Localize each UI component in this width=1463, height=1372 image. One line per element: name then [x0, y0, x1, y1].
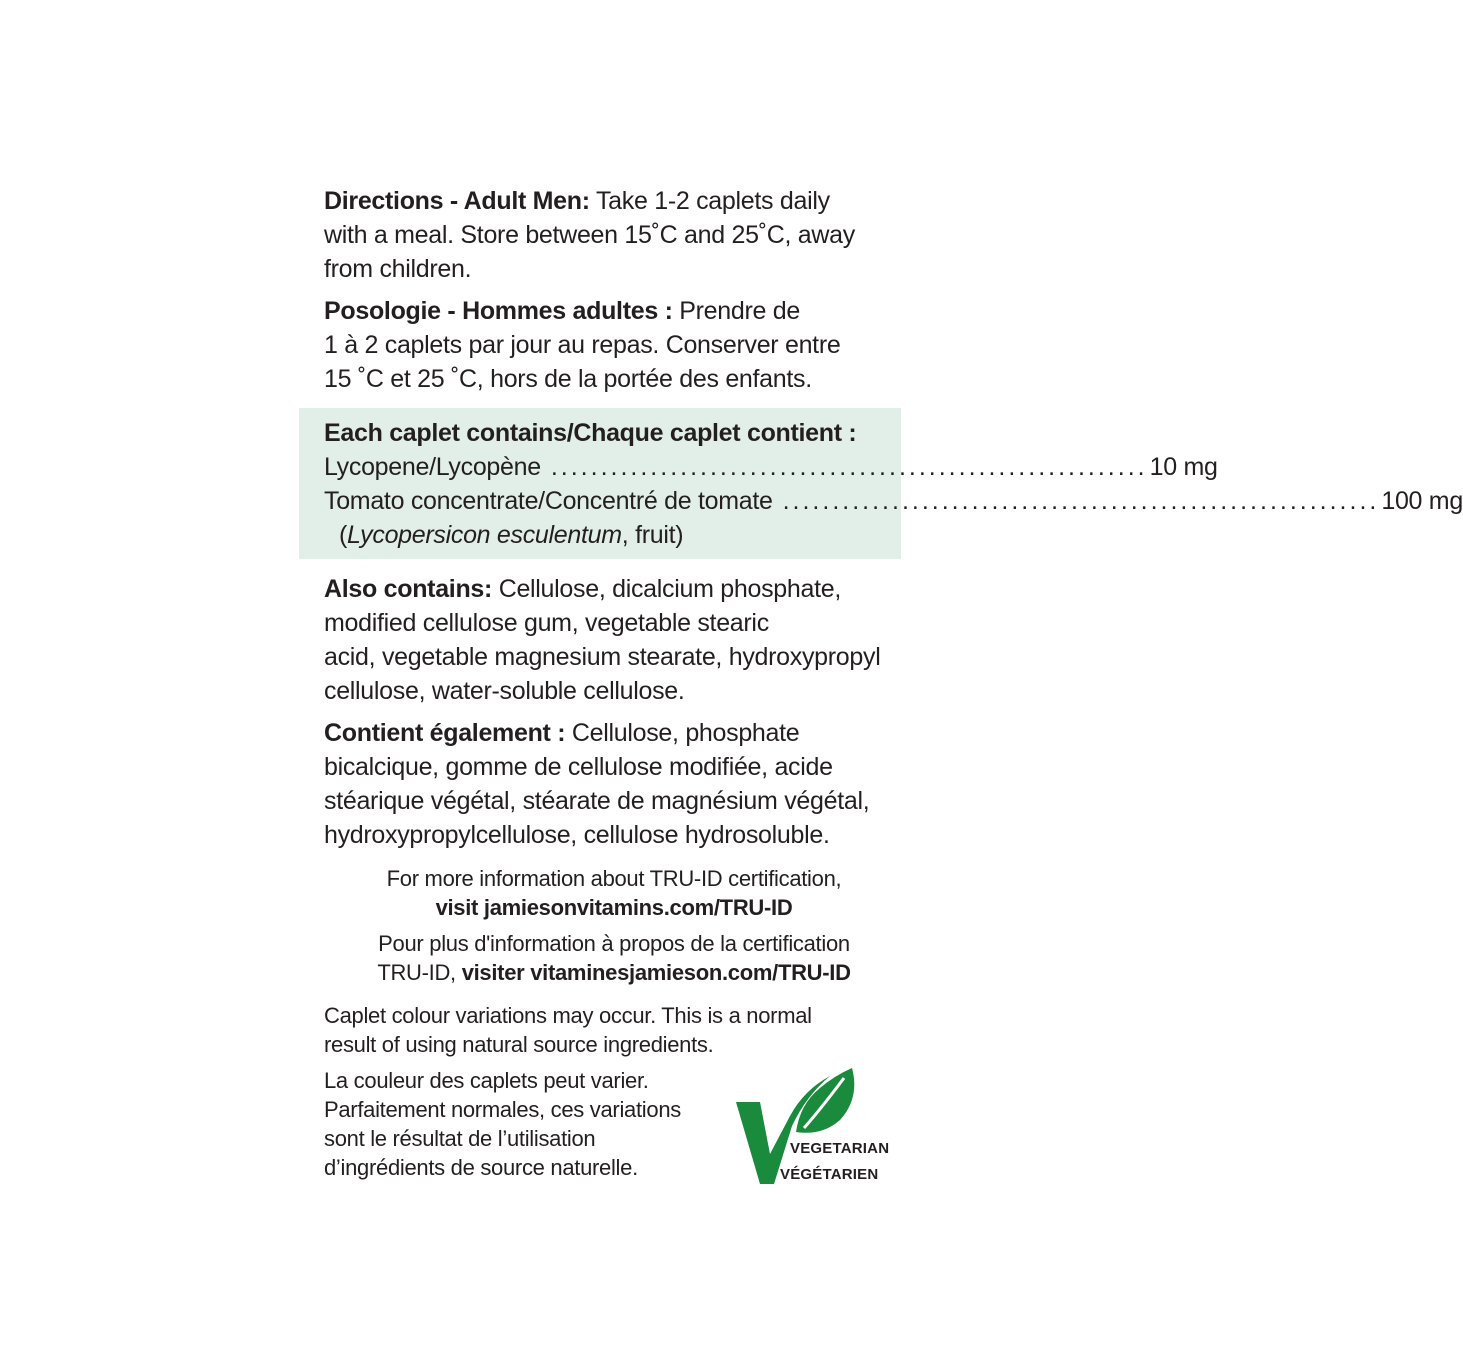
- ingredient-source: (Lycopersicon esculentum, fruit): [339, 521, 684, 549]
- non-medicinal-ingredients-french: Contient également : Cellulose, phosphate bicalcique, gomme de cellulose modifiée, acide stéarique végétal, stéarate de magnésium végétal, hydroxypropylcellulose, cellulose hydrosoluble.: [324, 719, 870, 849]
- colour-note-french: La couleur des caplets peut varier. Parfaitement normales, ces variations sont le résultat de l’utilisation d’ingrédients de source naturelle.: [324, 1068, 681, 1180]
- directions-en-heading: Directions - Adult Men:: [324, 187, 590, 215]
- directions-fr-heading: Posologie - Hommes adultes :: [324, 297, 673, 325]
- dot-leader: ............................................................: [782, 487, 1380, 515]
- vegetarian-label-french: VÉGÉTARIEN: [780, 1166, 879, 1183]
- medicinal-ingredients-box: [299, 408, 1463, 559]
- directions-french: Posologie - Hommes adultes : Prendre de 1 à 2 caplets par jour au repas. Conserver entre 15 ˚C et 25 ˚C, hors de la portée des enfants.: [324, 297, 841, 393]
- truid-info-english: For more information about TRU-ID certification, visit jamiesonvitamins.com/TRU-ID: [386, 866, 842, 920]
- ingredients-title: Each caplet contains/Chaque caplet contient :: [324, 419, 857, 447]
- ingredient-row-lycopene: Lycopene/Lycopène ............................................................ 10 mg: [324, 450, 878, 484]
- ingredient-row-tomato-concentrate: Tomato concentrate/Concentré de tomate ............................................................ 100 mg: [324, 484, 878, 518]
- truid-info-french: Pour plus d'information à propos de la certification TRU-ID, visiter vitaminesjamieson.com/TRU-ID: [377, 931, 851, 985]
- vegetarian-label-english: VEGETARIAN: [790, 1140, 890, 1157]
- truid-link-french: visiter vitaminesjamieson.com/TRU-ID: [461, 960, 851, 985]
- dot-leader: ............................................................: [550, 453, 1148, 481]
- directions-english: Directions - Adult Men: Take 1-2 caplets daily with a meal. Store between 15˚C and 25˚C, away from children.: [324, 187, 855, 283]
- truid-link-english: visit jamiesonvitamins.com/TRU-ID: [435, 895, 793, 920]
- non-medicinal-ingredients-english: Also contains: Cellulose, dicalcium phosphate, modified cellulose gum, vegetable stearic acid, vegetable magnesium stearate, hydroxypropyl cellulose, water-soluble cellulose.: [324, 575, 881, 705]
- colour-note-english: Caplet colour variations may occur. This is a normal result of using natural source ingredients.: [324, 1003, 812, 1057]
